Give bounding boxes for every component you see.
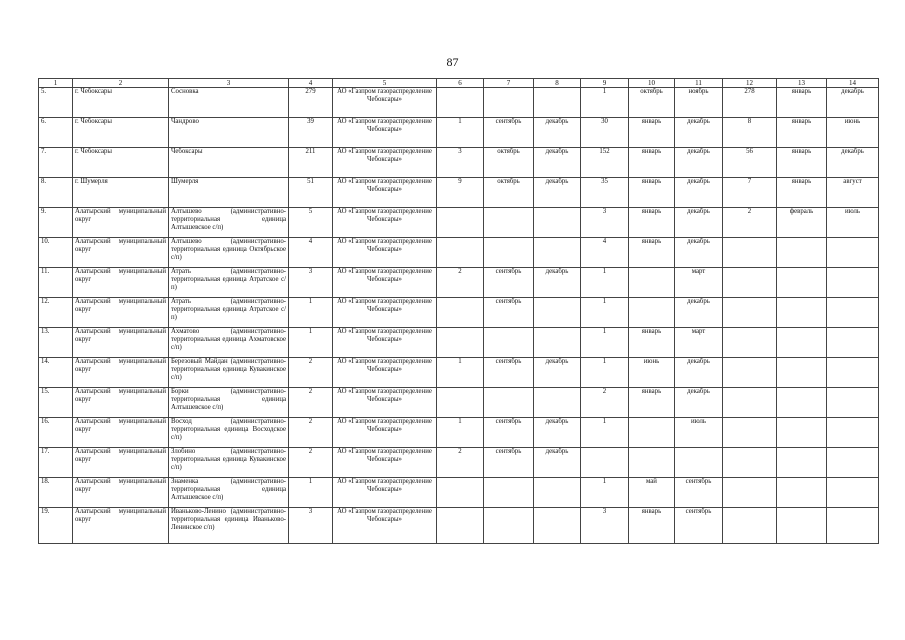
col7-cell: сентябрь	[484, 118, 534, 148]
col13-cell	[777, 238, 827, 268]
count-cell: 1	[289, 298, 333, 328]
col10-cell: октябрь	[629, 88, 675, 118]
table-row	[39, 298, 879, 328]
organization-cell: АО «Газпром газораспределение Чебоксары»	[333, 418, 437, 448]
col7-cell	[484, 238, 534, 268]
col11-cell: март	[675, 328, 723, 358]
col6-cell	[437, 238, 484, 268]
district-cell: г. Чебоксары	[73, 148, 169, 178]
locality-cell: Атрать (административно-территориальная единица Атратское с/п)	[169, 298, 289, 328]
col8-cell: декабрь	[534, 358, 581, 388]
col10-cell: январь	[629, 118, 675, 148]
col14-cell: июль	[827, 208, 879, 238]
district-cell: Алатырский муниципальный округ	[73, 238, 169, 268]
col11-cell: сентябрь	[675, 508, 723, 544]
row-number: 12.	[39, 298, 73, 328]
count-cell: 2	[289, 388, 333, 418]
col14-cell	[827, 388, 879, 418]
col11-cell: декабрь	[675, 358, 723, 388]
table-row	[39, 358, 879, 388]
column-header: 9	[581, 79, 629, 88]
table-row	[39, 388, 879, 418]
col11-cell: декабрь	[675, 178, 723, 208]
column-header: 1	[39, 79, 73, 88]
col11-cell: июль	[675, 418, 723, 448]
col13-cell	[777, 478, 827, 508]
col12-cell	[723, 388, 777, 418]
col12-cell	[723, 418, 777, 448]
organization-cell: АО «Газпром газораспределение Чебоксары»	[333, 148, 437, 178]
column-header: 12	[723, 79, 777, 88]
organization-cell: АО «Газпром газораспределение Чебоксары»	[333, 508, 437, 544]
col14-cell: июнь	[827, 118, 879, 148]
col7-cell	[484, 208, 534, 238]
locality-cell: Восход (административно-территориальная единица Восходское с/п)	[169, 418, 289, 448]
table-row	[39, 508, 879, 544]
district-cell: Алатырский муниципальный округ	[73, 508, 169, 544]
col6-cell: 2	[437, 448, 484, 478]
col14-cell	[827, 268, 879, 298]
col8-cell: декабрь	[534, 418, 581, 448]
col11-cell: ноябрь	[675, 88, 723, 118]
organization-cell: АО «Газпром газораспределение Чебоксары»	[333, 358, 437, 388]
row-number: 16.	[39, 418, 73, 448]
col7-cell: сентябрь	[484, 268, 534, 298]
col11-cell: декабрь	[675, 148, 723, 178]
col13-cell: январь	[777, 118, 827, 148]
column-header: 3	[169, 79, 289, 88]
col9-cell: 1	[581, 88, 629, 118]
column-header: 7	[484, 79, 534, 88]
locality-cell: Чебоксары	[169, 148, 289, 178]
table-row	[39, 118, 879, 148]
col12-cell	[723, 238, 777, 268]
col6-cell	[437, 298, 484, 328]
organization-cell: АО «Газпром газораспределение Чебоксары»	[333, 478, 437, 508]
col11-cell: март	[675, 268, 723, 298]
row-number: 6.	[39, 118, 73, 148]
col11-cell	[675, 448, 723, 478]
col12-cell: 7	[723, 178, 777, 208]
table-row	[39, 448, 879, 478]
col11-cell: декабрь	[675, 388, 723, 418]
count-cell: 3	[289, 268, 333, 298]
col8-cell	[534, 328, 581, 358]
table-row	[39, 238, 879, 268]
col6-cell	[437, 478, 484, 508]
col6-cell	[437, 328, 484, 358]
col9-cell: 1	[581, 478, 629, 508]
row-number: 5.	[39, 88, 73, 118]
col10-cell: январь	[629, 178, 675, 208]
col14-cell	[827, 448, 879, 478]
district-cell: г. Шумерля	[73, 178, 169, 208]
column-header: 6	[437, 79, 484, 88]
district-cell: г. Чебоксары	[73, 118, 169, 148]
locality-cell: Алтышево (административно-территориальная единица Алтышевское с/п)	[169, 208, 289, 238]
col12-cell	[723, 268, 777, 298]
col11-cell: декабрь	[675, 118, 723, 148]
col12-cell	[723, 478, 777, 508]
count-cell: 39	[289, 118, 333, 148]
col14-cell: декабрь	[827, 88, 879, 118]
organization-cell: АО «Газпром газораспределение Чебоксары»	[333, 298, 437, 328]
count-cell: 5	[289, 208, 333, 238]
district-cell: г. Чебоксары	[73, 88, 169, 118]
count-cell: 211	[289, 148, 333, 178]
col9-cell: 2	[581, 388, 629, 418]
locality-cell: Борки (административно-территориальная единица Алтышевское с/п)	[169, 388, 289, 418]
col11-cell: декабрь	[675, 208, 723, 238]
locality-cell: Шумерля	[169, 178, 289, 208]
column-header: 10	[629, 79, 675, 88]
count-cell: 3	[289, 508, 333, 544]
col10-cell	[629, 298, 675, 328]
col14-cell: август	[827, 178, 879, 208]
col8-cell: декабрь	[534, 448, 581, 478]
schedule-table	[38, 78, 879, 544]
organization-cell: АО «Газпром газораспределение Чебоксары»	[333, 118, 437, 148]
col8-cell: декабрь	[534, 178, 581, 208]
col6-cell: 1	[437, 358, 484, 388]
header-row	[39, 79, 879, 88]
col7-cell: сентябрь	[484, 358, 534, 388]
col13-cell	[777, 508, 827, 544]
col11-cell: декабрь	[675, 238, 723, 268]
district-cell: Алатырский муниципальный округ	[73, 208, 169, 238]
locality-cell: Ахматово (административно-территориальная единица Ахматовское с/п)	[169, 328, 289, 358]
col12-cell	[723, 298, 777, 328]
district-cell: Алатырский муниципальный округ	[73, 358, 169, 388]
col14-cell	[827, 328, 879, 358]
col8-cell	[534, 88, 581, 118]
row-number: 7.	[39, 148, 73, 178]
col12-cell: 56	[723, 148, 777, 178]
col6-cell: 9	[437, 178, 484, 208]
col10-cell: май	[629, 478, 675, 508]
col14-cell	[827, 238, 879, 268]
col9-cell: 3	[581, 508, 629, 544]
row-number: 9.	[39, 208, 73, 238]
col6-cell	[437, 208, 484, 238]
table-row	[39, 208, 879, 238]
col12-cell: 8	[723, 118, 777, 148]
col11-cell: декабрь	[675, 298, 723, 328]
table-body	[39, 88, 879, 544]
locality-cell: Березовый Майдан (административно-территориальная единица Кувакинское с/п)	[169, 358, 289, 388]
col6-cell: 1	[437, 118, 484, 148]
column-header: 14	[827, 79, 879, 88]
column-header: 8	[534, 79, 581, 88]
organization-cell: АО «Газпром газораспределение Чебоксары»	[333, 328, 437, 358]
col6-cell	[437, 508, 484, 544]
col8-cell: декабрь	[534, 118, 581, 148]
col8-cell	[534, 388, 581, 418]
column-header: 2	[73, 79, 169, 88]
organization-cell: АО «Газпром газораспределение Чебоксары»	[333, 238, 437, 268]
organization-cell: АО «Газпром газораспределение Чебоксары»	[333, 388, 437, 418]
col8-cell	[534, 478, 581, 508]
count-cell: 2	[289, 448, 333, 478]
col10-cell: январь	[629, 148, 675, 178]
district-cell: Алатырский муниципальный округ	[73, 418, 169, 448]
col12-cell	[723, 448, 777, 478]
col12-cell	[723, 508, 777, 544]
col11-cell: сентябрь	[675, 478, 723, 508]
col13-cell: февраль	[777, 208, 827, 238]
col9-cell	[581, 448, 629, 478]
col14-cell	[827, 358, 879, 388]
col8-cell: декабрь	[534, 268, 581, 298]
col7-cell	[484, 328, 534, 358]
col13-cell: январь	[777, 178, 827, 208]
count-cell: 51	[289, 178, 333, 208]
column-header: 13	[777, 79, 827, 88]
col12-cell: 278	[723, 88, 777, 118]
col10-cell: январь	[629, 388, 675, 418]
table-row	[39, 268, 879, 298]
col7-cell: октябрь	[484, 178, 534, 208]
col13-cell	[777, 418, 827, 448]
col6-cell: 3	[437, 148, 484, 178]
col6-cell	[437, 88, 484, 118]
col10-cell: январь	[629, 238, 675, 268]
col13-cell	[777, 328, 827, 358]
row-number: 10.	[39, 238, 73, 268]
col9-cell: 35	[581, 178, 629, 208]
row-number: 8.	[39, 178, 73, 208]
col6-cell: 2	[437, 268, 484, 298]
row-number: 11.	[39, 268, 73, 298]
page-number: 87	[446, 55, 459, 69]
row-number: 14.	[39, 358, 73, 388]
count-cell: 2	[289, 358, 333, 388]
locality-cell: Иваньково-Ленино (административно-территориальная единица Иваньково-Ленинское с/п)	[169, 508, 289, 544]
column-header: 11	[675, 79, 723, 88]
district-cell: Алатырский муниципальный округ	[73, 268, 169, 298]
district-cell: Алатырский муниципальный округ	[73, 328, 169, 358]
col9-cell: 1	[581, 328, 629, 358]
count-cell: 4	[289, 238, 333, 268]
col14-cell	[827, 478, 879, 508]
col10-cell	[629, 418, 675, 448]
col9-cell: 3	[581, 208, 629, 238]
col7-cell	[484, 388, 534, 418]
organization-cell: АО «Газпром газораспределение Чебоксары»	[333, 208, 437, 238]
col8-cell	[534, 238, 581, 268]
col7-cell	[484, 478, 534, 508]
col10-cell: июнь	[629, 358, 675, 388]
table-row	[39, 178, 879, 208]
locality-cell: Сосновка	[169, 88, 289, 118]
col13-cell	[777, 448, 827, 478]
col9-cell: 152	[581, 148, 629, 178]
row-number: 13.	[39, 328, 73, 358]
table-row	[39, 148, 879, 178]
locality-cell: Знаменка (административно-территориальная единица Алтышевское с/п)	[169, 478, 289, 508]
row-number: 17.	[39, 448, 73, 478]
locality-cell: Атрать (административно-территориальная единица Атратское с/п)	[169, 268, 289, 298]
district-cell: Алатырский муниципальный округ	[73, 478, 169, 508]
table-row	[39, 328, 879, 358]
table-row	[39, 418, 879, 448]
organization-cell: АО «Газпром газораспределение Чебоксары»	[333, 178, 437, 208]
col9-cell: 30	[581, 118, 629, 148]
col14-cell	[827, 418, 879, 448]
column-header: 5	[333, 79, 437, 88]
col13-cell: январь	[777, 88, 827, 118]
col13-cell	[777, 358, 827, 388]
table-row	[39, 88, 879, 118]
col13-cell: январь	[777, 148, 827, 178]
col9-cell: 1	[581, 298, 629, 328]
organization-cell: АО «Газпром газораспределение Чебоксары»	[333, 448, 437, 478]
col10-cell	[629, 448, 675, 478]
organization-cell: АО «Газпром газораспределение Чебоксары»	[333, 88, 437, 118]
col10-cell: январь	[629, 328, 675, 358]
table-row	[39, 478, 879, 508]
count-cell: 1	[289, 478, 333, 508]
row-number: 19.	[39, 508, 73, 544]
col7-cell	[484, 508, 534, 544]
count-cell: 2	[289, 418, 333, 448]
district-cell: Алатырский муниципальный округ	[73, 448, 169, 478]
col12-cell	[723, 358, 777, 388]
col6-cell: 1	[437, 418, 484, 448]
col10-cell	[629, 268, 675, 298]
count-cell: 279	[289, 88, 333, 118]
district-cell: Алатырский муниципальный округ	[73, 298, 169, 328]
district-cell: Алатырский муниципальный округ	[73, 388, 169, 418]
row-number: 15.	[39, 388, 73, 418]
count-cell: 1	[289, 328, 333, 358]
col10-cell: январь	[629, 508, 675, 544]
col7-cell: сентябрь	[484, 448, 534, 478]
col13-cell	[777, 388, 827, 418]
locality-cell: Алтышево (административно-территориальная единица Октябрьское с/п)	[169, 238, 289, 268]
col13-cell	[777, 268, 827, 298]
col7-cell	[484, 88, 534, 118]
row-number: 18.	[39, 478, 73, 508]
col12-cell: 2	[723, 208, 777, 238]
col9-cell: 1	[581, 418, 629, 448]
col8-cell	[534, 298, 581, 328]
col9-cell: 4	[581, 238, 629, 268]
col14-cell: декабрь	[827, 148, 879, 178]
col14-cell	[827, 508, 879, 544]
col9-cell: 1	[581, 268, 629, 298]
col8-cell	[534, 208, 581, 238]
col14-cell	[827, 298, 879, 328]
column-header: 4	[289, 79, 333, 88]
organization-cell: АО «Газпром газораспределение Чебоксары»	[333, 268, 437, 298]
col13-cell	[777, 298, 827, 328]
col9-cell: 1	[581, 358, 629, 388]
locality-cell: Чандрово	[169, 118, 289, 148]
col8-cell: декабрь	[534, 148, 581, 178]
col12-cell	[723, 328, 777, 358]
col6-cell	[437, 388, 484, 418]
col10-cell: январь	[629, 208, 675, 238]
col8-cell	[534, 508, 581, 544]
col7-cell: сентябрь	[484, 418, 534, 448]
col7-cell: октябрь	[484, 148, 534, 178]
locality-cell: Злобино (административно-территориальная единица Кувакинское с/п)	[169, 448, 289, 478]
col7-cell: сентябрь	[484, 298, 534, 328]
